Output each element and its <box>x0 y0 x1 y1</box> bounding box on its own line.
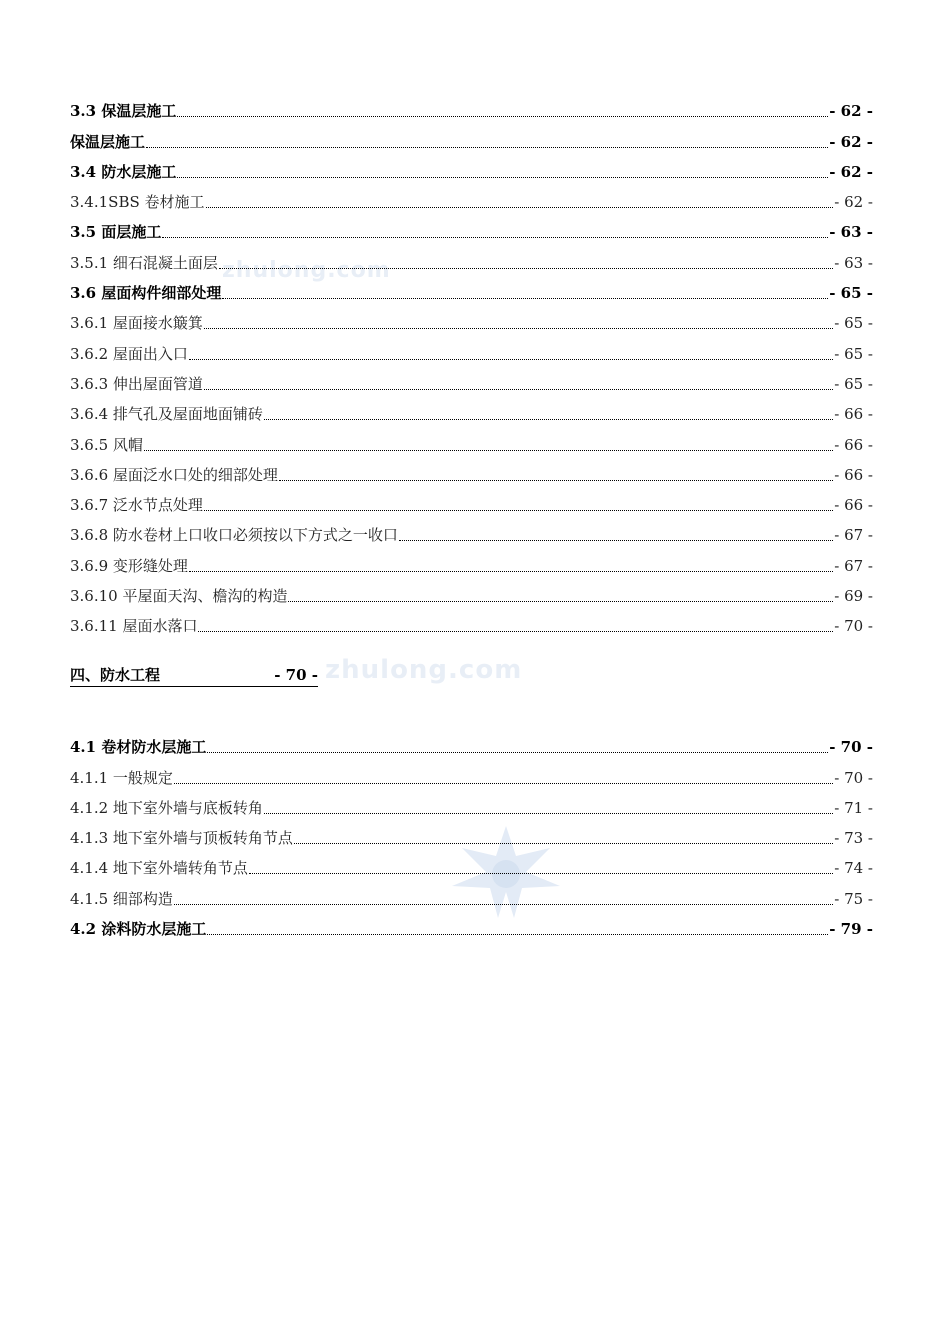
dot-leader <box>204 314 833 329</box>
dot-leader <box>144 436 833 451</box>
dot-leader <box>146 133 828 148</box>
toc-entry-page-number: - 63 - <box>829 223 873 242</box>
toc-entry[interactable] <box>70 544 873 574</box>
toc-entry[interactable] <box>70 847 873 877</box>
watermark-text: zhulong.com <box>325 655 523 685</box>
dot-leader <box>174 890 833 905</box>
toc-entry-page-number: - 69 - <box>834 587 873 606</box>
chapter-title: 四、防水工程 <box>70 666 161 684</box>
toc-entry-page-number: - 79 - <box>829 920 873 939</box>
toc-entry-title: 3.6.7 泛水节点处理 <box>70 496 203 515</box>
toc-entry[interactable] <box>70 484 873 514</box>
toc-entry-title: 3.4.1SBS 卷材施工 <box>70 193 205 212</box>
dot-leader <box>264 405 833 420</box>
toc-entry[interactable] <box>70 575 873 605</box>
toc-entry-title: 4.2 涂料防水层施工 <box>70 920 207 939</box>
toc-entry[interactable] <box>70 90 873 120</box>
toc-entry[interactable] <box>70 241 873 271</box>
toc-entry-title: 3.6.3 伸出屋面管道 <box>70 374 203 393</box>
toc-entry-title: 3.6.9 变形缝处理 <box>70 556 188 575</box>
toc-entry-title: 3.6.5 风帽 <box>70 435 143 454</box>
dot-leader <box>264 799 833 814</box>
toc-entry-title: 3.6.10 平屋面天沟、檐沟的构造 <box>70 587 288 606</box>
toc-entry-title: 3.4 防水层施工 <box>70 162 177 181</box>
dot-leader <box>249 859 833 874</box>
toc-entry[interactable] <box>70 787 873 817</box>
toc-entry-title: 4.1.1 一般规定 <box>70 768 173 787</box>
toc-entry[interactable] <box>70 363 873 393</box>
toc-entry-page-number: - 62 - <box>834 193 873 212</box>
dot-leader <box>206 193 834 208</box>
dot-leader <box>189 345 833 360</box>
toc-entry-title: 4.1.5 细部构造 <box>70 889 173 908</box>
toc-entry-title: 3.6 屋面构件细部处理 <box>70 284 222 303</box>
toc-entry-page-number: - 65 - <box>834 344 873 363</box>
toc-entry[interactable] <box>70 423 873 453</box>
chapter-heading[interactable] <box>70 665 318 687</box>
toc-entry-title: 3.6.4 排气孔及屋面地面铺砖 <box>70 405 263 424</box>
toc-entry-page-number: - 62 - <box>829 132 873 151</box>
toc-entry-title: 3.6.1 屋面接水簸箕 <box>70 314 203 333</box>
toc-entry-page-number: - 65 - <box>829 284 873 303</box>
toc-entry-page-number: - 71 - <box>834 798 873 817</box>
dot-leader <box>204 496 833 511</box>
dot-leader <box>204 375 833 390</box>
toc-entry-title: 4.1.4 地下室外墙转角节点 <box>70 859 248 878</box>
toc-entry-title: 3.5.1 细石混凝土面层 <box>70 253 218 272</box>
toc-entry-title: 3.3 保温层施工 <box>70 102 177 121</box>
toc-entry-page-number: - 65 - <box>834 374 873 393</box>
toc-entry-title: 4.1 卷材防水层施工 <box>70 738 207 757</box>
toc-entry[interactable] <box>70 726 873 756</box>
toc-entry-page-number: - 66 - <box>834 405 873 424</box>
dot-leader <box>162 223 828 238</box>
toc-entry-title: 3.6.11 屋面水落口 <box>70 617 198 636</box>
toc-entry[interactable] <box>70 302 873 332</box>
toc-entry-page-number: - 67 - <box>834 556 873 575</box>
dot-leader <box>294 829 833 844</box>
dot-leader <box>222 284 828 299</box>
watermark-text: zhulong.com <box>222 258 391 283</box>
toc-entry[interactable] <box>70 817 873 847</box>
toc-entry-page-number: - 66 - <box>834 435 873 454</box>
dot-leader <box>279 466 833 481</box>
dot-leader <box>399 526 833 541</box>
toc-entry[interactable] <box>70 181 873 211</box>
toc-entry[interactable] <box>70 877 873 907</box>
toc-entry[interactable] <box>70 211 873 241</box>
toc-entry[interactable] <box>70 272 873 302</box>
dot-leader <box>198 617 833 632</box>
toc-entry-page-number: - 75 - <box>834 889 873 908</box>
toc-entry[interactable] <box>70 514 873 544</box>
toc-entry-title: 3.5 面层施工 <box>70 223 162 242</box>
toc-entry-page-number: - 67 - <box>834 526 873 545</box>
toc-entry-title: 3.6.6 屋面泛水口处的细部处理 <box>70 465 278 484</box>
toc-entry-page-number: - 62 - <box>829 102 873 121</box>
toc-entry[interactable] <box>70 908 873 938</box>
toc-entry-title: 4.1.2 地下室外墙与底板转角 <box>70 798 263 817</box>
toc-entry-page-number: - 70 - <box>834 768 873 787</box>
toc-entry-title: 3.6.8 防水卷材上口收口必须按以下方式之一收口 <box>70 526 398 545</box>
toc-entry[interactable] <box>70 393 873 423</box>
dot-leader <box>177 163 828 178</box>
toc-entry-page-number: - 74 - <box>834 859 873 878</box>
toc-entry-page-number: - 66 - <box>834 465 873 484</box>
dot-leader <box>207 920 828 935</box>
dot-leader <box>207 738 828 753</box>
toc-entry[interactable] <box>70 756 873 786</box>
dot-leader <box>288 587 833 602</box>
chapter-page-number: - 70 - <box>274 666 318 684</box>
toc-entry-title: 保温层施工 <box>70 132 146 151</box>
toc-entry-title: 3.6.2 屋面出入口 <box>70 344 188 363</box>
dot-leader <box>189 557 833 572</box>
toc-entry-page-number: - 70 - <box>829 738 873 757</box>
toc-entry-page-number: - 63 - <box>834 253 873 272</box>
toc-entry[interactable] <box>70 605 873 635</box>
toc-entry-page-number: - 73 - <box>834 829 873 848</box>
toc-entry[interactable] <box>70 332 873 362</box>
table-of-contents-section-3 <box>70 90 873 635</box>
table-of-contents-section-4 <box>70 726 873 938</box>
dot-leader <box>219 254 833 269</box>
toc-entry[interactable] <box>70 120 873 150</box>
toc-entry-page-number: - 66 - <box>834 496 873 515</box>
toc-entry-title: 4.1.3 地下室外墙与顶板转角节点 <box>70 829 293 848</box>
toc-entry[interactable] <box>70 454 873 484</box>
toc-entry-page-number: - 62 - <box>829 162 873 181</box>
dot-leader <box>177 102 828 117</box>
toc-entry-page-number: - 65 - <box>834 314 873 333</box>
toc-entry[interactable] <box>70 151 873 181</box>
dot-leader <box>174 769 833 784</box>
toc-entry-page-number: - 70 - <box>834 617 873 636</box>
